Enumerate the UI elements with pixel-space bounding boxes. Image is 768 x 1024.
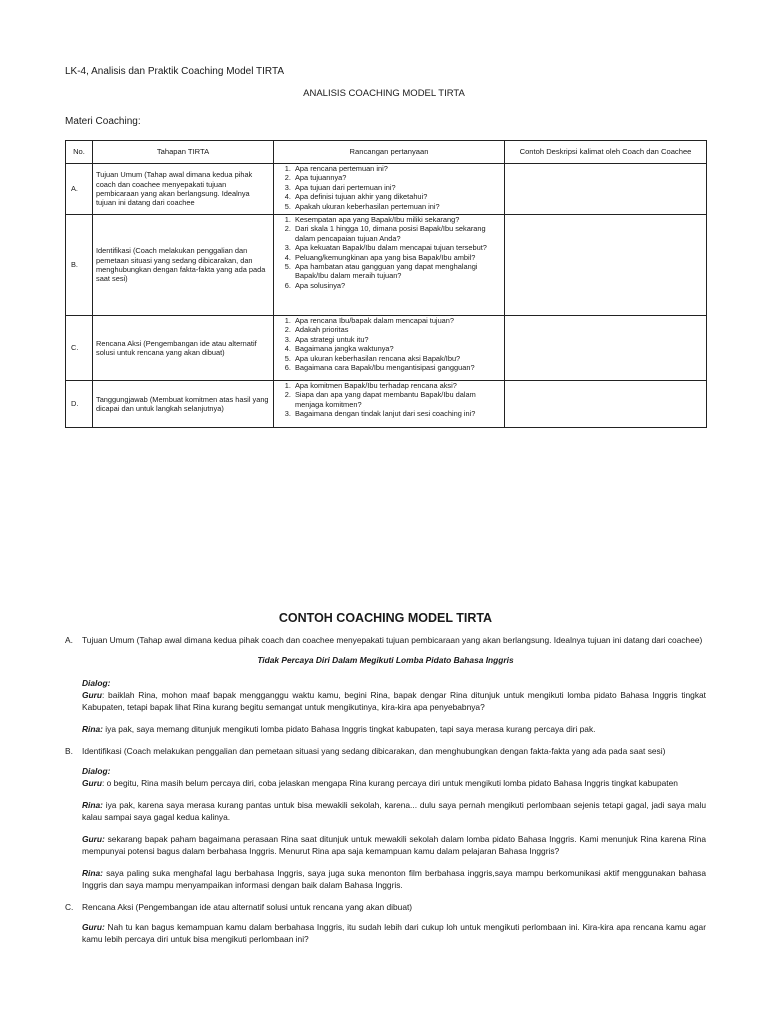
question-item: 6. Apa solusinya?: [293, 281, 501, 290]
row-questions: [274, 215, 505, 316]
dialog-turn: [82, 689, 706, 713]
dialog-text: sekarang bapak paham bagaimana perasaan Rina saat ditunjuk untuk mewakili sekolah dalam lomba pidato Bahasa Inggris. Kami menunjuk Rina karena Rina mempunyai potensi bagus dalam berbahasa Inggris. Menurut Rina apa saja kemampuan kamu dalam pelajaran Bahasa Inggris?: [82, 834, 706, 856]
row-tahapan: Identifikasi (Coach melakukan penggalian dan pemetaan situasi yang sedang dibicarakan, dan menghubungkan dengan fakta-fakta yang ada pada saat sesi): [93, 215, 274, 316]
dialog-turn: [82, 833, 706, 857]
stage-description: Identifikasi (Coach melakukan penggalian dan pemetaan situasi yang sedang dibicarakan, dan menghubungkan dengan fakta-fakta yang ada pada saat sesi): [82, 746, 666, 756]
question-item: 5. Apakah ukuran keberhasilan pertemuan ini?: [293, 202, 501, 211]
stage-marker: B.: [65, 746, 73, 756]
stage-marker: C.: [65, 902, 74, 912]
stage-description: Tujuan Umum (Tahap awal dimana kedua pihak coach dan coachee menyepakati tujuan pembicaraan yang akan berlangsung. Idealnya tujuan ini datang dari coachee): [82, 635, 703, 645]
question-item: 2. Adakah prioritas: [293, 325, 501, 334]
question-item: 3. Apa kekuatan Bapak/Ibu dalam mencapai tujuan tersebut?: [293, 243, 501, 252]
table-row: [66, 316, 707, 381]
dialog-label: Dialog:: [82, 766, 111, 776]
row-number: A.: [66, 164, 93, 215]
row-contoh: [505, 381, 707, 428]
case-subtitle: Tidak Percaya Diri Dalam Megikuti Lomba Pidato Bahasa Inggris: [257, 655, 514, 665]
question-item: 1. Apa rencana pertemuan ini?: [293, 164, 501, 173]
speaker-label: Guru: [82, 690, 103, 700]
stage-b: [65, 745, 706, 757]
row-contoh: [505, 164, 707, 215]
speaker-label: Rina:: [82, 868, 103, 878]
dialog-b: [65, 765, 706, 891]
dialog-text: iya pak, saya memang ditunjuk mengikuti lomba pidato Bahasa Inggris tingkat kabupaten, tapi saya merasa kurang percaya diri pak.: [102, 724, 596, 734]
speaker-label: Guru:: [82, 922, 105, 932]
question-item: 1. Apa komitmen Bapak/Ibu terhadap rencana aksi?: [293, 381, 501, 390]
stage-marker: A.: [65, 635, 73, 645]
table-row: [66, 215, 707, 316]
materi-label: Materi Coaching:: [65, 116, 141, 127]
document-header: LK-4, Analisis dan Praktik Coaching Model TIRTA: [65, 66, 284, 77]
speaker-label: Rina:: [82, 800, 103, 810]
row-questions: [274, 316, 505, 381]
row-contoh: [505, 316, 707, 381]
tirta-table: [65, 140, 707, 428]
question-item: 6. Bagaimana cara Bapak/Ibu mengantisipasi gangguan?: [293, 363, 501, 372]
table-row: [66, 164, 707, 215]
row-tahapan: Tujuan Umum (Tahap awal dimana kedua pihak coach dan coachee menyepakati tujuan pembicaraan yang akan berlangsung. Idealnya tujuan ini datang dari coachee: [93, 164, 274, 215]
dialog-a: [65, 677, 706, 735]
dialog-text: Nah tu kan bagus kemampuan kamu dalam berbahasa Inggris, itu sudah lebih dari cukup loh untuk mengikuti perlombaan ini. Kira-kira apa rencana kamu agar kamu lebih percaya diri untuk bisa mengikuti perlombaan ini?: [82, 922, 706, 944]
question-item: 4. Bagaimana jangka waktunya?: [293, 344, 501, 353]
question-item: 3. Apa tujuan dari pertemuan ini?: [293, 183, 501, 192]
dialog-turn: [82, 867, 706, 891]
question-item: 1. Kesempatan apa yang Bapak/Ibu miliki sekarang?: [293, 215, 501, 224]
stage-c: [65, 901, 706, 913]
header-contoh: Contoh Deskripsi kalimat oleh Coach dan Coachee: [505, 141, 707, 164]
question-item: 2. Dari skala 1 hingga 10, dimana posisi Bapak/Ibu sekarang dalam pencapaian tujuan Anda?: [293, 224, 501, 243]
dialog-label: Dialog:: [82, 678, 111, 688]
row-number: C.: [66, 316, 93, 381]
dialog-turn: [82, 799, 706, 823]
table-row: [66, 381, 707, 428]
question-item: 4. Apa definisi tujuan akhir yang diketahui?: [293, 192, 501, 201]
stage-a: [65, 634, 706, 646]
speaker-label: Rina:: [82, 724, 103, 734]
question-item: 3. Apa strategi untuk itu?: [293, 335, 501, 344]
speaker-label: Guru: [82, 778, 103, 788]
header-tahapan: Tahapan TIRTA: [93, 141, 274, 164]
dialog-text: : baiklah Rina, mohon maaf bapak mengganggu waktu kamu, begini Rina, bapak dengar Rina ditunjuk untuk mengikuti lomba pidato Bahasa Inggris tingkat Kabupaten, tetapi bapak lihat Rina kurang begitu semangat untuk mengikutinya, kira-kira apa penyebabnya?: [82, 690, 706, 712]
stage-description: Rencana Aksi (Pengembangan ide atau alternatif solusi untuk rencana yang akan dibuat): [82, 902, 413, 912]
question-item: 5. Apa ukuran keberhasilan rencana aksi Bapak/Ibu?: [293, 354, 501, 363]
dialog-text: : o begitu, Rina masih belum percaya diri, coba jelaskan mengapa Rina kurang percaya diri untuk mengikuti lomba pidato Bahasa Inggris tingkat kabupaten: [102, 778, 678, 788]
dialog-turn: [82, 777, 706, 789]
row-number: D.: [66, 381, 93, 428]
speaker-label: Guru:: [82, 834, 105, 844]
question-item: 3. Bagaimana dengan tindak lanjut dari sesi coaching ini?: [293, 409, 501, 418]
contoh-title: CONTOH COACHING MODEL TIRTA: [278, 611, 493, 625]
dialog-turn: [82, 723, 706, 735]
row-questions: [274, 381, 505, 428]
question-item: 2. Siapa dan apa yang dapat membantu Bapak/Ibu dalam menjaga komitmen?: [293, 390, 501, 409]
row-tahapan: Rencana Aksi (Pengembangan ide atau alternatif solusi untuk rencana yang akan dibuat): [93, 316, 274, 381]
row-number: B.: [66, 215, 93, 316]
question-item: 4. Peluang/kemungkinan apa yang bisa Bapak/Ibu ambil?: [293, 253, 501, 262]
row-contoh: [505, 215, 707, 316]
header-no: No.: [66, 141, 93, 164]
question-item: 5. Apa hambatan atau gangguan yang dapat menghalangi Bapak/Ibu dalam meraih tujuan?: [293, 262, 501, 281]
row-questions: [274, 164, 505, 215]
question-item: 1. Apa rencana Ibu/bapak dalam mencapai tujuan?: [293, 316, 501, 325]
table-header-row: [66, 141, 707, 164]
contoh-section: [65, 612, 706, 955]
analysis-title: ANALISIS COACHING MODEL TIRTA: [303, 88, 465, 99]
dialog-c: [65, 921, 706, 945]
dialog-turn: [82, 921, 706, 945]
dialog-text: iya pak, karena saya merasa kurang pantas untuk bisa mewakili sekolah, karena... dulu saya pernah mengikuti perlombaan sejenis tetapi gagal, jadi saya malu kalau sampai saya gagal kedua kalinya.: [82, 800, 706, 822]
question-item: 2. Apa tujuannya?: [293, 173, 501, 182]
row-tahapan: Tanggungjawab (Membuat komitmen atas hasil yang dicapai dan untuk langkah selanjutnya): [93, 381, 274, 428]
header-rancangan: Rancangan pertanyaan: [274, 141, 505, 164]
dialog-text: saya paling suka menghafal lagu berbahasa Inggris, saya juga suka menonton film berbahasa inggris,saya mampu berkomunikasi aktif menggunakan bahasa Inggris dan saya mampu menyampaikan informasi dengan baik dalam Bahasa Inggris.: [82, 868, 706, 890]
